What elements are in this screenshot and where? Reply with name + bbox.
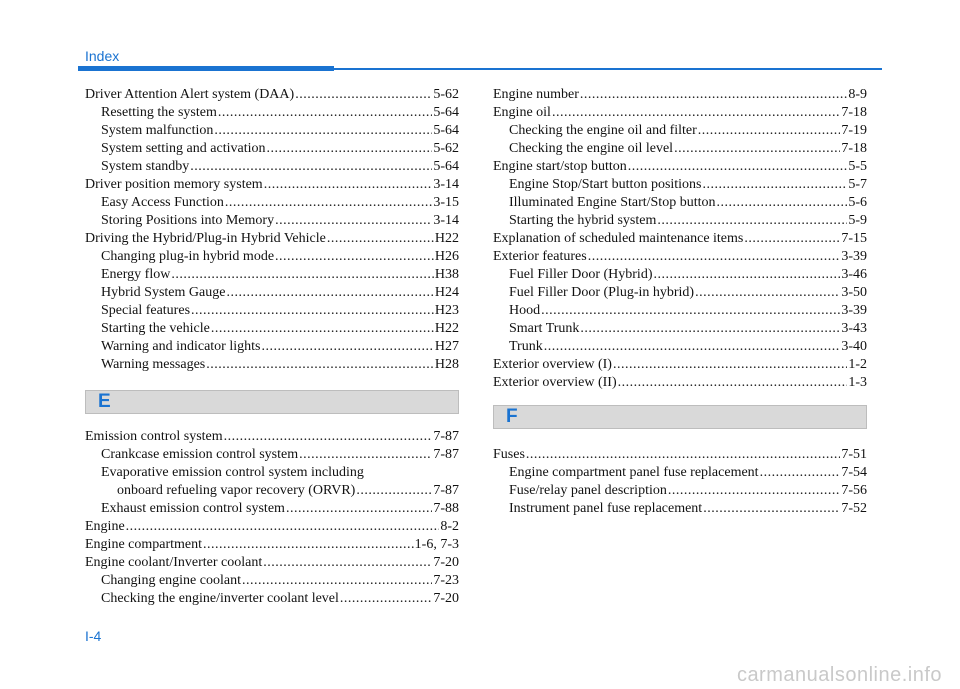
leader-dots — [674, 140, 840, 158]
index-entry — [85, 554, 459, 572]
right-group-1 — [493, 86, 867, 392]
leader-dots — [744, 230, 840, 248]
entry-page: H24 — [434, 285, 459, 300]
left-group-1 — [85, 86, 459, 374]
entry-page: 7-52 — [841, 501, 867, 516]
leader-dots — [263, 554, 432, 572]
leader-dots — [541, 302, 840, 320]
entry-page: 3-15 — [433, 195, 459, 210]
index-subentry — [85, 320, 459, 338]
index-entry — [493, 104, 867, 122]
entry-label: Warning messages — [101, 357, 206, 372]
entry-page: 8-9 — [848, 87, 867, 102]
leader-dots — [544, 338, 841, 356]
leader-dots — [218, 104, 432, 122]
index-subentry — [85, 356, 459, 374]
index-subentry — [85, 212, 459, 230]
index-entry — [85, 482, 459, 500]
index-subentry — [493, 464, 867, 482]
entry-label: Fuse/relay panel description — [509, 483, 667, 498]
leader-dots — [171, 266, 434, 284]
index-entry — [493, 374, 867, 392]
section-header-e — [85, 390, 459, 414]
entry-label: Engine — [85, 519, 125, 534]
entry-page: 3-14 — [433, 213, 459, 228]
entry-page: 7-87 — [433, 447, 459, 462]
leader-dots — [552, 104, 840, 122]
index-subentry — [85, 104, 459, 122]
entry-page: 3-46 — [841, 267, 867, 282]
leader-dots — [214, 122, 432, 140]
entry-page: 5-64 — [433, 123, 459, 138]
entry-label: Changing plug-in hybrid mode — [101, 249, 275, 264]
index-subentry — [85, 140, 459, 158]
entry-page: 7-54 — [841, 465, 867, 480]
entry-page: 3-39 — [841, 303, 867, 318]
entry-page: 3-14 — [433, 177, 459, 192]
leader-dots — [226, 284, 433, 302]
section-letter: E — [98, 391, 111, 412]
entry-label: Energy flow — [101, 267, 171, 282]
section-letter: F — [506, 406, 518, 427]
leader-dots — [580, 320, 840, 338]
entry-page: 7-20 — [433, 591, 459, 606]
leader-dots — [668, 482, 840, 500]
index-subentry — [493, 482, 867, 500]
leader-dots — [657, 212, 847, 230]
right-group-2 — [493, 446, 867, 518]
leader-dots — [126, 518, 440, 536]
entry-page: H38 — [434, 267, 459, 282]
section-header-f — [493, 405, 867, 429]
index-entry — [493, 248, 867, 266]
entry-label: System malfunction — [101, 123, 214, 138]
entry-page: 7-51 — [841, 447, 867, 462]
entry-label: Engine compartment — [85, 537, 203, 552]
leader-dots — [580, 86, 847, 104]
leader-dots — [203, 536, 414, 554]
index-subentry — [85, 248, 459, 266]
entry-label: Exterior overview (II) — [493, 375, 617, 390]
entry-label: Illuminated Engine Start/Stop button — [509, 195, 716, 210]
index-subentry — [493, 284, 867, 302]
entry-label: Resetting the system — [101, 105, 217, 120]
index-subentry — [85, 302, 459, 320]
leader-dots — [225, 194, 432, 212]
entry-label: Driver position memory system — [85, 177, 263, 192]
entry-page: 1-2 — [848, 357, 867, 372]
leader-dots — [190, 158, 432, 176]
entry-label: Fuel Filler Door (Hybrid) — [509, 267, 653, 282]
index-subentry — [493, 140, 867, 158]
leader-dots — [703, 176, 848, 194]
leader-dots — [286, 500, 432, 518]
entry-page: 5-6 — [848, 195, 867, 210]
entry-label: onboard refueling vapor recovery (ORVR) — [117, 483, 356, 498]
leader-dots — [327, 230, 434, 248]
index-subentry — [85, 338, 459, 356]
entry-page: H26 — [434, 249, 459, 264]
entry-page: 3-50 — [841, 285, 867, 300]
entry-label: Changing engine coolant — [101, 573, 241, 588]
leader-dots — [264, 176, 433, 194]
entry-label: Fuel Filler Door (Plug-in hybrid) — [509, 285, 695, 300]
entry-page: 7-56 — [841, 483, 867, 498]
index-subentry — [493, 302, 867, 320]
entry-label: Explanation of scheduled maintenance items — [493, 231, 744, 246]
leader-dots — [191, 302, 434, 320]
entry-label: Hybrid System Gauge — [101, 285, 226, 300]
index-subentry — [85, 500, 459, 518]
index-entry — [85, 536, 459, 554]
index-subentry — [85, 194, 459, 212]
entry-label: Engine Stop/Start button positions — [509, 177, 702, 192]
leader-dots — [275, 248, 434, 266]
entry-label: System standby — [101, 159, 190, 174]
leader-dots — [703, 500, 840, 518]
index-entry — [493, 158, 867, 176]
leader-dots — [224, 428, 433, 446]
leader-dots — [588, 248, 841, 266]
page-number: I-4 — [85, 628, 102, 644]
entry-label: Special features — [101, 303, 191, 318]
entry-page: 7-20 — [433, 555, 459, 570]
leader-dots — [356, 482, 432, 500]
entry-page: 3-43 — [841, 321, 867, 336]
entry-label: Storing Positions into Memory — [101, 213, 275, 228]
index-subentry — [493, 194, 867, 212]
index-entry — [85, 230, 459, 248]
entry-page: 7-19 — [841, 123, 867, 138]
index-subentry — [493, 266, 867, 284]
entry-page: 7-18 — [841, 141, 867, 156]
entry-page: H22 — [434, 321, 459, 336]
entry-label: Checking the engine oil level — [509, 141, 674, 156]
leader-dots — [206, 356, 434, 374]
entry-page: 3-39 — [841, 249, 867, 264]
entry-page: 5-62 — [433, 141, 459, 156]
index-entry — [85, 86, 459, 104]
entry-label: Driving the Hybrid/Plug-in Hybrid Vehicle — [85, 231, 326, 246]
entry-label: System setting and activation — [101, 141, 266, 156]
entry-page: 5-5 — [848, 159, 867, 174]
entry-page: 3-40 — [841, 339, 867, 354]
index-subentry — [85, 158, 459, 176]
left-group-2a — [85, 428, 459, 464]
leader-dots — [698, 122, 841, 140]
index-subentry — [493, 212, 867, 230]
entry-label: Easy Access Function — [101, 195, 224, 210]
entry-page: 7-23 — [433, 573, 459, 588]
entry-label: Checking the engine/inverter coolant level — [101, 591, 339, 606]
leader-dots — [266, 140, 432, 158]
leader-dots — [618, 374, 848, 392]
entry-label: Warning and indicator lights — [101, 339, 261, 354]
entry-label: Exterior overview (I) — [493, 357, 612, 372]
entry-label: Fuses — [493, 447, 525, 462]
entry-page: 5-9 — [848, 213, 867, 228]
entry-page: H27 — [434, 339, 459, 354]
header-title: Index — [85, 48, 120, 64]
index-entry — [493, 356, 867, 374]
entry-page: 7-87 — [433, 483, 459, 498]
leader-dots — [261, 338, 433, 356]
entry-label: Engine coolant/Inverter coolant — [85, 555, 263, 570]
entry-label: Engine number — [493, 87, 579, 102]
entry-label: Smart Trunk — [509, 321, 580, 336]
leader-dots — [613, 356, 847, 374]
header-rule-thin — [334, 68, 882, 70]
entry-page: 7-87 — [433, 429, 459, 444]
entry-label: Engine start/stop button — [493, 159, 627, 174]
leader-dots — [716, 194, 847, 212]
index-subentry — [493, 338, 867, 356]
index-entry — [85, 518, 459, 536]
entry-label: Exhaust emission control system — [101, 501, 285, 516]
entry-label: Checking the engine oil and filter — [509, 123, 697, 138]
entry-page: 7-18 — [841, 105, 867, 120]
index-entry — [493, 86, 867, 104]
entry-page: 5-62 — [433, 87, 459, 102]
entry-label: Crankcase emission control system — [101, 447, 299, 462]
entry-label: Engine oil — [493, 105, 551, 120]
index-subentry — [85, 590, 459, 608]
entry-label: Exterior features — [493, 249, 587, 264]
entry-page: H23 — [434, 303, 459, 318]
leader-dots — [340, 590, 432, 608]
left-group-2 — [85, 428, 459, 608]
entry-label: Starting the vehicle — [101, 321, 210, 336]
entry-label: Engine compartment panel fuse replacement — [509, 465, 759, 480]
leader-dots — [526, 446, 840, 464]
index-subentry — [85, 266, 459, 284]
entry-page: 5-64 — [433, 159, 459, 174]
leader-dots — [275, 212, 432, 230]
leader-dots — [760, 464, 841, 482]
entry-page: 7-88 — [433, 501, 459, 516]
leader-dots — [299, 446, 432, 464]
entry-label: Driver Attention Alert system (DAA) — [85, 87, 295, 102]
leader-dots — [295, 86, 432, 104]
index-entry-continued: Evaporative emission control system including — [101, 465, 364, 480]
entry-page: 1-3 — [848, 375, 867, 390]
index-entry — [85, 428, 459, 446]
watermark-text: carmanualsonline.info — [736, 664, 942, 686]
entry-label: Trunk — [509, 339, 543, 354]
left-group-2b — [85, 500, 459, 608]
leader-dots — [242, 572, 432, 590]
index-subentry — [85, 284, 459, 302]
header-rule-thick — [78, 66, 334, 71]
leader-dots — [653, 266, 840, 284]
index-subentry — [493, 320, 867, 338]
entry-label: Instrument panel fuse replacement — [509, 501, 703, 516]
entry-page: 7-15 — [841, 231, 867, 246]
index-subentry — [493, 500, 867, 518]
entry-page: 5-64 — [433, 105, 459, 120]
entry-page: 5-7 — [848, 177, 867, 192]
leader-dots — [695, 284, 840, 302]
index-entry — [493, 230, 867, 248]
index-subentry — [85, 446, 459, 464]
index-subentry — [85, 572, 459, 590]
index-subentry — [493, 122, 867, 140]
leader-dots — [628, 158, 848, 176]
entry-label: Hood — [509, 303, 541, 318]
entry-label: Emission control system — [85, 429, 223, 444]
index-entry — [493, 446, 867, 464]
entry-page: H22 — [434, 231, 459, 246]
entry-page: 1-6, 7-3 — [414, 537, 459, 552]
index-subentry — [85, 122, 459, 140]
entry-label: Starting the hybrid system — [509, 213, 657, 228]
entry-page: H28 — [434, 357, 459, 372]
index-subentry — [493, 176, 867, 194]
leader-dots — [211, 320, 434, 338]
entry-page: 8-2 — [440, 519, 459, 534]
index-entry — [85, 176, 459, 194]
